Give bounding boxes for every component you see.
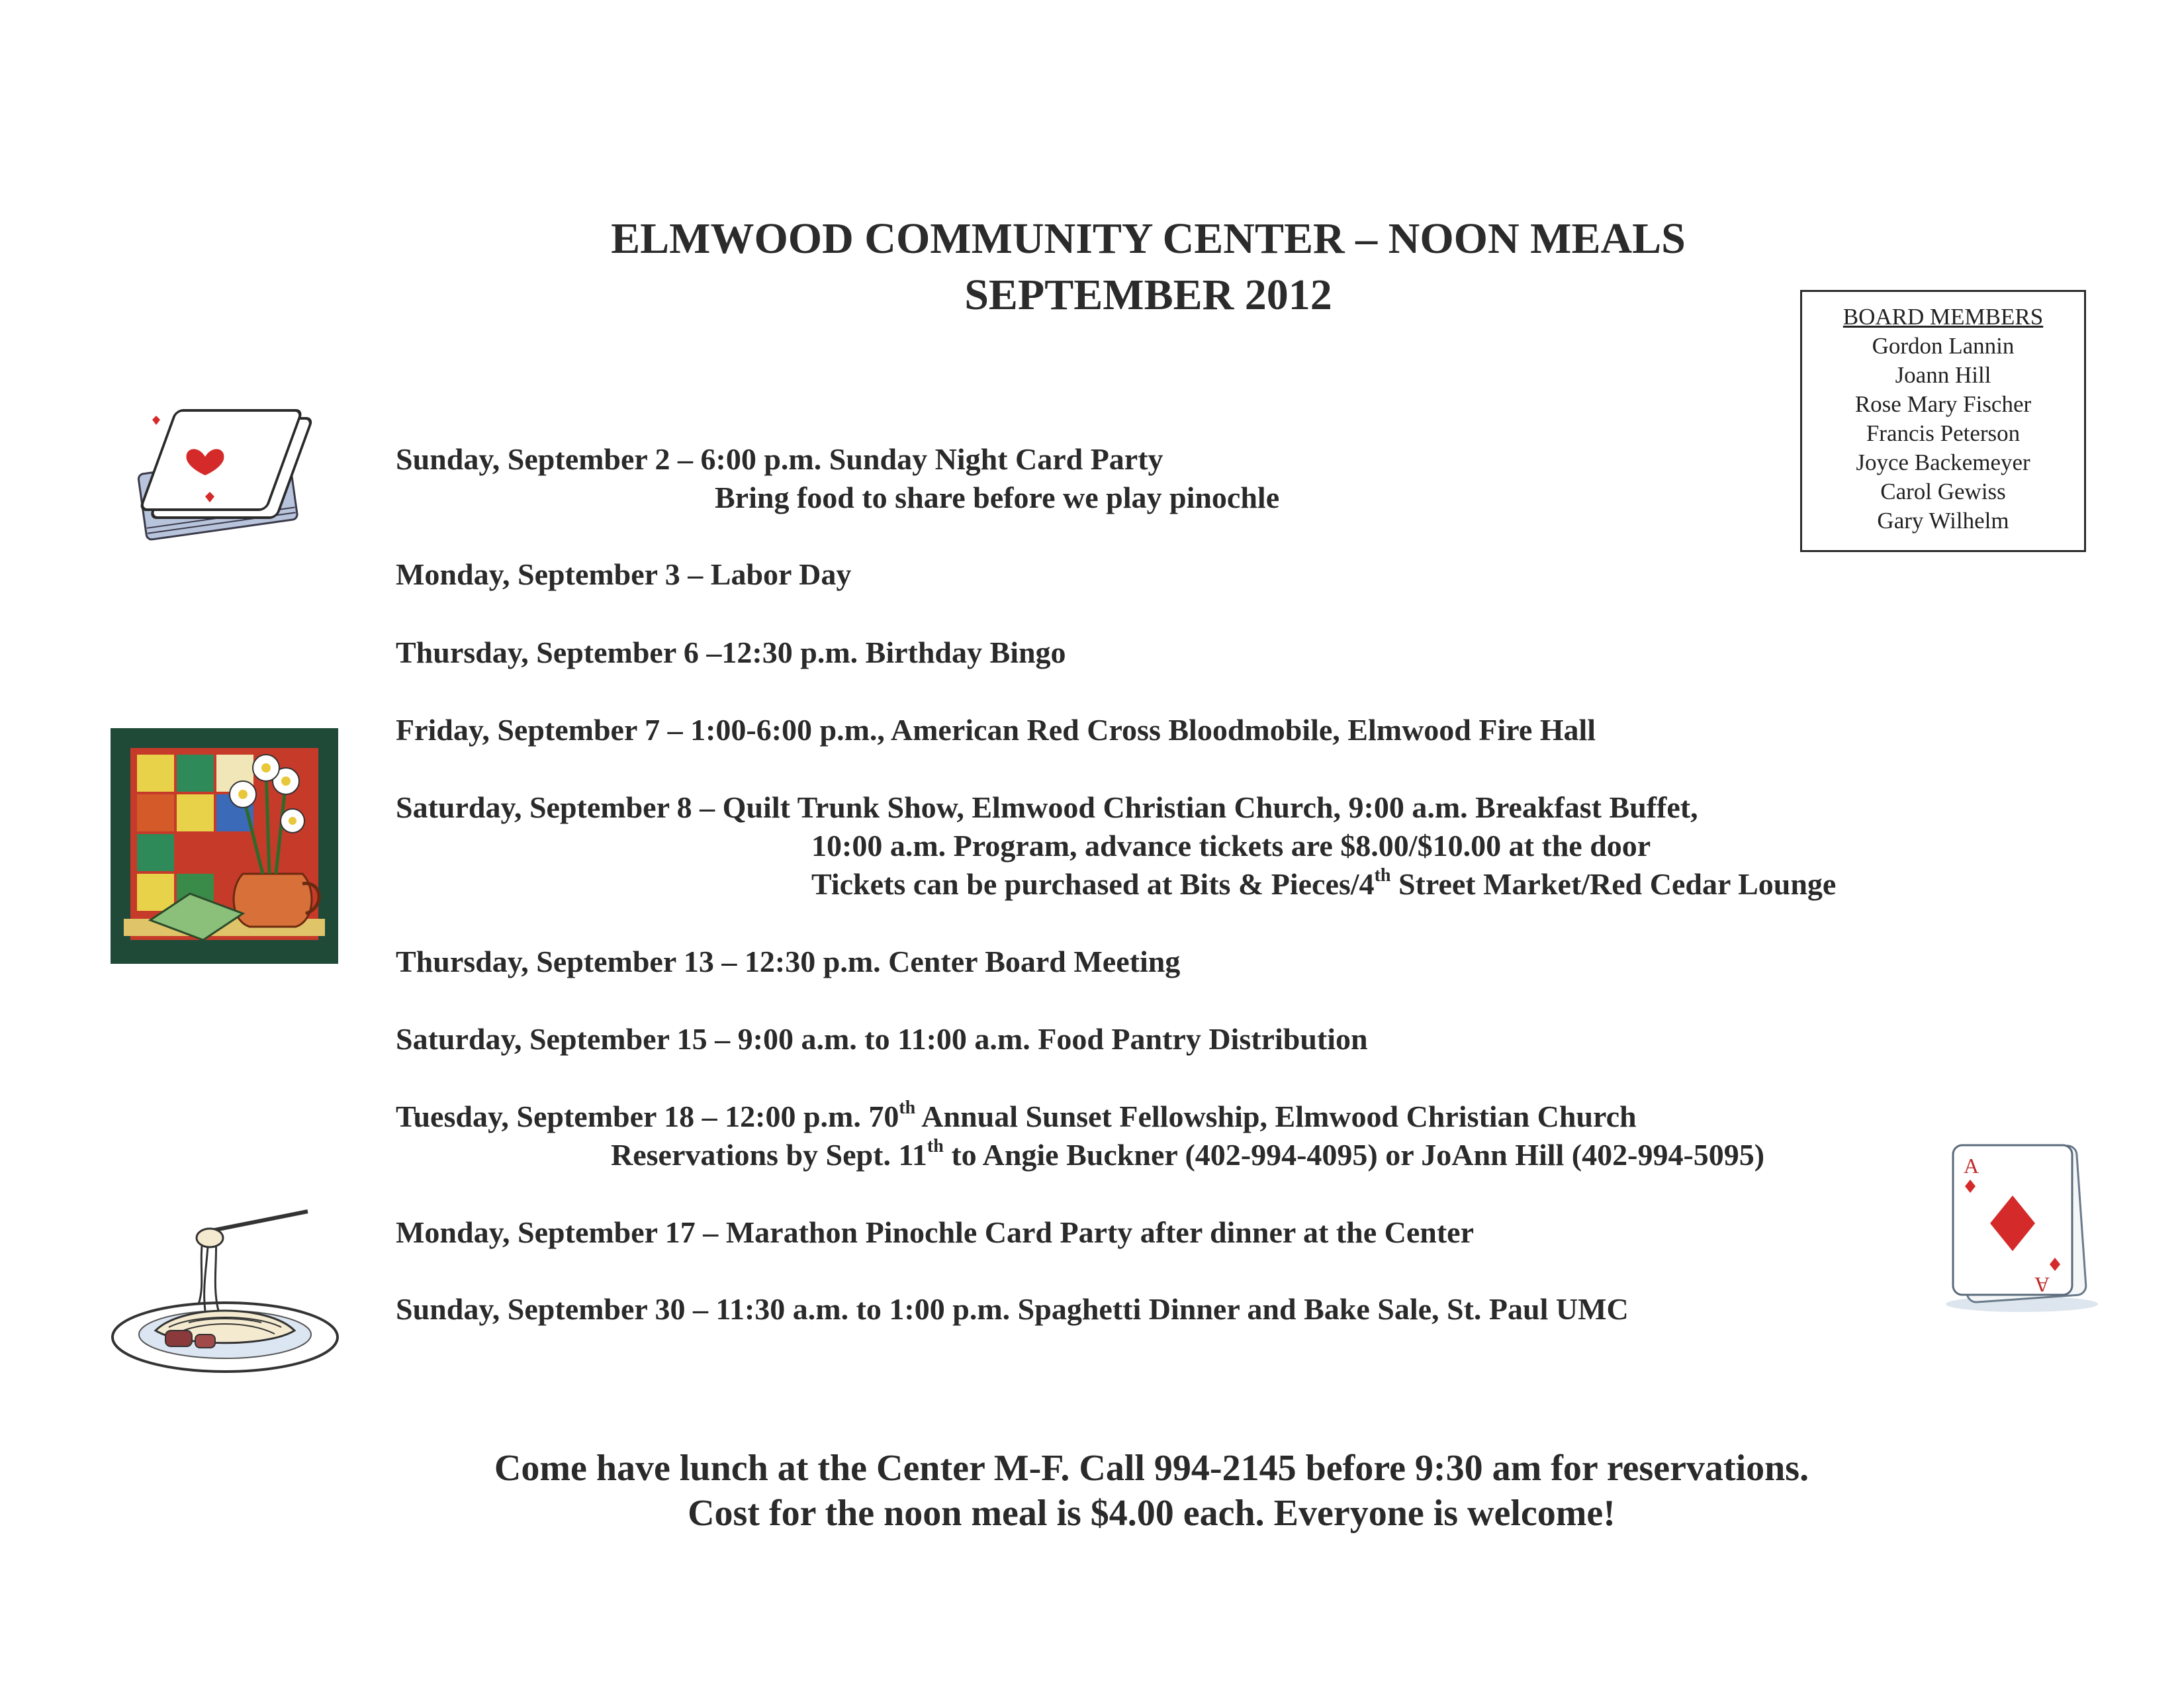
- footer-line: Come have lunch at the Center M-F. Call 994-2145 before 9:30 am for reservations.: [494, 1448, 1809, 1489]
- page-title: ELMWOOD COMMUNITY CENTER – NOON MEALS: [611, 214, 1686, 263]
- event-line: [396, 1100, 1637, 1133]
- footer-line: Cost for the noon meal is $4.00 each. Everyone is welcome!: [688, 1493, 1615, 1534]
- board-members-heading: BOARD MEMBERS: [1843, 304, 2044, 330]
- event-card-party: [396, 440, 1279, 517]
- event-line: Sunday, September 2 – 6:00 p.m. Sunday Night Card Party: [396, 442, 1163, 476]
- event-line: [396, 865, 1836, 904]
- ordinal-suffix: th: [1374, 865, 1391, 886]
- board-member: Rose Mary Fischer: [1854, 391, 2032, 417]
- event-quilt-show: [396, 788, 1836, 904]
- footer-message: [0, 1446, 2184, 1536]
- board-member: Joyce Backemeyer: [1856, 449, 2030, 475]
- event-line: Saturday, September 8 – Quilt Trunk Show, Elmwood Christian Church, 9:00 a.m. Breakfast Buffet,: [396, 790, 1698, 824]
- event-line: Monday, September 17 – Marathon Pinochle Card Party after dinner at the Center: [396, 1215, 1474, 1249]
- board-member: Francis Peterson: [1866, 420, 2021, 446]
- event-food-pantry: [396, 1020, 1368, 1058]
- event-birthday-bingo: [396, 633, 1066, 672]
- event-text: to Angie Buckner (402-994-4095) or JoAnn Hill (402-994-5095): [943, 1138, 1765, 1172]
- event-spaghetti-dinner: [396, 1290, 1629, 1329]
- event-line: Thursday, September 6 –12:30 p.m. Birthday Bingo: [396, 635, 1066, 669]
- board-member: Gordon Lannin: [1872, 333, 2015, 359]
- playing-cards-heart-icon: [106, 404, 331, 549]
- board-members-box: [1800, 290, 2086, 552]
- board-member: Joann Hill: [1895, 362, 1991, 388]
- event-line: Monday, September 3 – Labor Day: [396, 557, 852, 591]
- svg-text:A: A: [1964, 1154, 1979, 1178]
- event-text: Tickets can be purchased at Bits & Pieces/4: [811, 867, 1375, 901]
- event-line: [396, 1136, 1764, 1174]
- svg-text:A: A: [2034, 1273, 2050, 1297]
- event-line: 10:00 a.m. Program, advance tickets are $8.00/$10.00 at the door: [811, 829, 1651, 863]
- page-subtitle: SEPTEMBER 2012: [964, 271, 1332, 319]
- event-text: Tuesday, September 18 – 12:00 p.m. 70: [396, 1100, 899, 1133]
- event-bloodmobile: [396, 711, 1596, 749]
- board-member: Gary Wilhelm: [1877, 508, 2009, 534]
- event-text: Annual Sunset Fellowship, Elmwood Christian Church: [915, 1100, 1637, 1133]
- ace-of-diamonds-icon: [1942, 1139, 2101, 1317]
- event-labor-day: [396, 555, 851, 594]
- event-line: Thursday, September 13 – 12:30 p.m. Center Board Meeting: [396, 945, 1181, 978]
- event-text: Street Market/Red Cedar Lounge: [1390, 867, 1837, 901]
- event-marathon-pinochle: [396, 1213, 1474, 1252]
- ordinal-suffix: th: [927, 1136, 944, 1156]
- event-board-meeting: [396, 943, 1180, 981]
- quilt-flowers-icon: [111, 728, 338, 964]
- event-line: Bring food to share before we play pinochle: [715, 481, 1280, 514]
- event-line: Friday, September 7 – 1:00-6:00 p.m., American Red Cross Bloodmobile, Elmwood Fire Hall: [396, 713, 1596, 747]
- event-text: Reservations by Sept. 11: [611, 1138, 927, 1172]
- event-line: Sunday, September 30 – 11:30 a.m. to 1:00 p.m. Spaghetti Dinner and Bake Sale, St. Paul UMC: [396, 1292, 1629, 1326]
- event-line: Saturday, September 15 – 9:00 a.m. to 11:00 a.m. Food Pantry Distribution: [396, 1022, 1368, 1056]
- spaghetti-plate-icon: [109, 1205, 341, 1377]
- event-sunset-fellowship: [396, 1098, 1764, 1174]
- board-member: Carol Gewiss: [1880, 479, 2006, 504]
- ordinal-suffix: th: [899, 1098, 916, 1118]
